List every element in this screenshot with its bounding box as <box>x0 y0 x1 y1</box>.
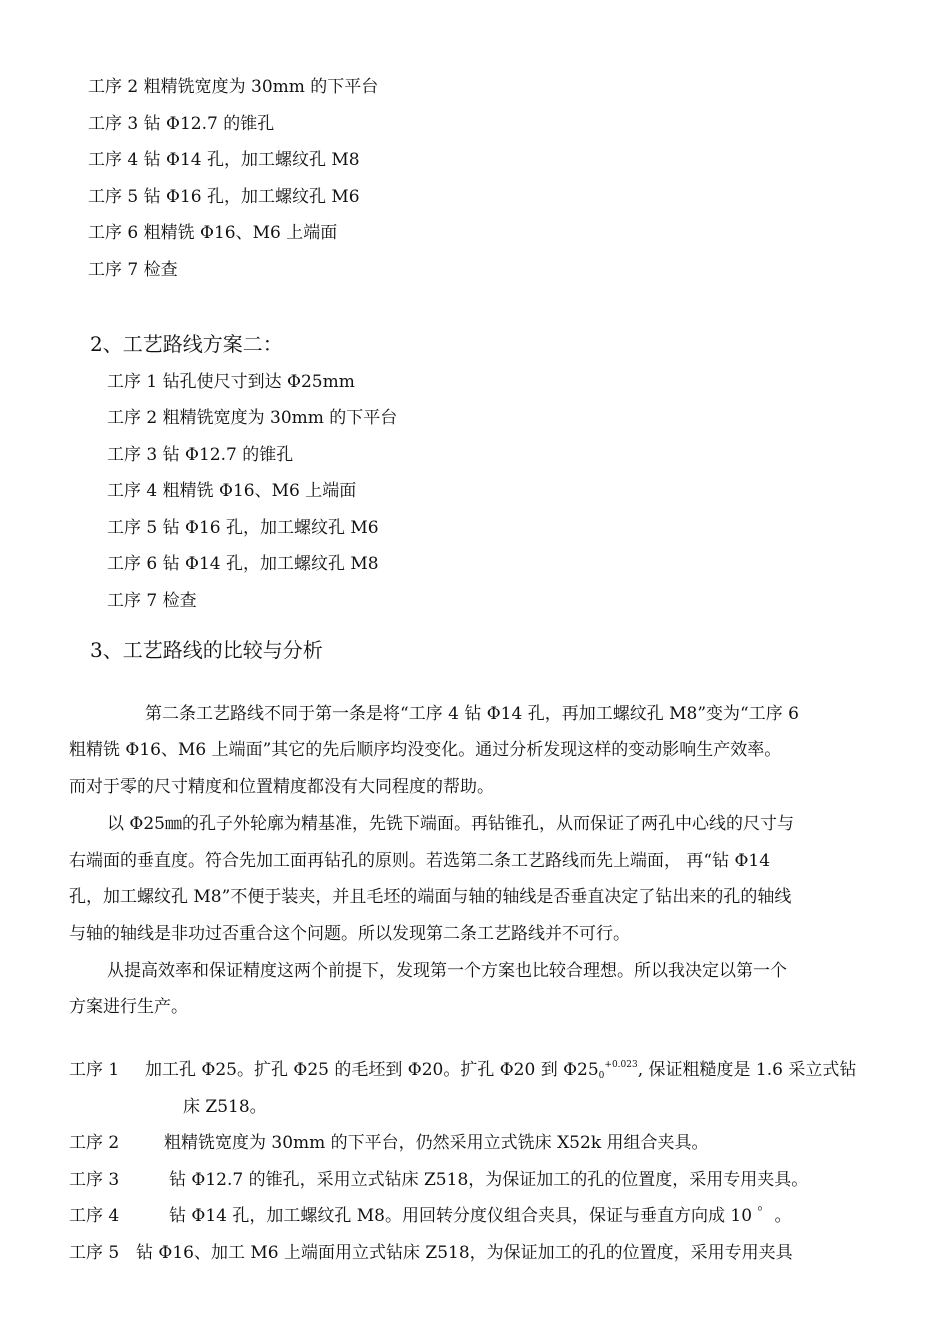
route1-step-7: 工序 7 检查 <box>88 260 178 280</box>
para1-line-3: 而对于零的尺寸精度和位置精度都没有大同程度的帮助。 <box>69 777 494 797</box>
route2-step-5: 工序 5 钻 Φ16 孔，加工螺纹孔 M6 <box>107 518 379 538</box>
tolerance-upper: +0.023 <box>604 1060 638 1070</box>
final-step-4-label: 工序 4 <box>69 1206 120 1226</box>
para3-line-2: 方案进行生产。 <box>69 997 188 1017</box>
para2-line-3: 孔，加工螺纹孔 M8”不便于装夹，并且毛坯的端面与轴的轴线是否垂直决定了钻出来的孔的轴线 <box>69 887 792 907</box>
final-step-1-text-a: 加工孔 Φ25。扩孔 Φ25 的毛坯到 Φ20。扩孔 Φ20 到 Φ25 <box>145 1060 599 1080</box>
para2-line-4: 与轴的轴线是非功过否重合这个问题。所以发现第二条工艺路线并不可行。 <box>69 924 630 944</box>
final-step-5-label: 工序 5 <box>69 1243 120 1263</box>
route2-step-4: 工序 4 粗精铣 Φ16、M6 上端面 <box>107 481 357 501</box>
final-step-2-text: 粗精铣宽度为 30mm 的下平台，仍然采用立式铣床 X52k 用组合夹具。 <box>164 1133 709 1153</box>
section3-heading: 3、工艺路线的比较与分析 <box>90 638 323 662</box>
route2-step-2: 工序 2 粗精铣宽度为 30mm 的下平台 <box>107 408 398 428</box>
para2-line-2: 右端面的垂直度。符合先加工面再钻孔的原则。若选第二条工艺路线而先上端面， 再“钻 Φ14 <box>69 851 771 871</box>
final-step-3-label: 工序 3 <box>69 1170 120 1190</box>
route1-step-6: 工序 6 粗精铣 Φ16、M6 上端面 <box>88 223 338 243</box>
final-step-3-text: 钻 Φ12.7 的锥孔，采用立式钻床 Z518，为保证加工的孔的位置度，采用专用夹具。 <box>169 1170 809 1190</box>
route1-step-4: 工序 4 钻 Φ14 孔，加工螺纹孔 M8 <box>88 150 360 170</box>
para1-line-1: 第二条工艺路线不同于第一条是将“工序 4 钻 Φ14 孔，再加工螺纹孔 M8”变为“工序 6 <box>145 704 799 724</box>
final-step-1-text-continued: 床 Z518。 <box>183 1097 267 1117</box>
route2-step-1: 工序 1 钻孔使尺寸到达 Φ25mm <box>107 372 355 392</box>
route1-step-5: 工序 5 钻 Φ16 孔，加工螺纹孔 M6 <box>88 187 360 207</box>
para2-line-1: 以 Φ25㎜的孔子外轮廓为精基准，先铣下端面。再钻锥孔，从而保证了两孔中心线的尺寸与 <box>107 814 794 834</box>
route1-step-2: 工序 2 粗精铣宽度为 30mm 的下平台 <box>88 77 379 97</box>
tolerance-lower: 0 <box>598 1071 605 1081</box>
para1-line-2: 粗精铣 Φ16、M6 上端面”其它的先后顺序均没变化。通过分析发现这样的变动影响生产效率。 <box>69 740 782 760</box>
route2-step-3: 工序 3 钻 Φ12.7 的锥孔 <box>107 445 294 465</box>
final-step-1-label: 工序 1 <box>69 1060 120 1080</box>
route1-step-3: 工序 3 钻 Φ12.7 的锥孔 <box>88 114 275 134</box>
final-step-5-text: 钻 Φ16、加工 M6 上端面用立式钻床 Z518，为保证加工的孔的位置度，采用专用夹具 <box>136 1243 793 1263</box>
route2-step-6: 工序 6 钻 Φ14 孔，加工螺纹孔 M8 <box>107 554 379 574</box>
final-step-1-text <box>145 1058 856 1082</box>
final-step-1-text-b: , 保证粗糙度是 1.6 采立式钻 <box>637 1060 857 1080</box>
final-step-4-text: 钻 Φ14 孔，加工螺纹孔 M8。用回转分度仪组合夹具，保证与垂直方向成 10 ゜。 <box>169 1206 792 1226</box>
route2-step-7: 工序 7 检查 <box>107 591 197 611</box>
para3-line-1: 从提高效率和保证精度这两个前提下，发现第一个方案也比较合理想。所以我决定以第一个 <box>107 961 787 981</box>
final-step-2-label: 工序 2 <box>69 1133 120 1153</box>
route2-heading: 2、工艺路线方案二： <box>90 332 283 356</box>
